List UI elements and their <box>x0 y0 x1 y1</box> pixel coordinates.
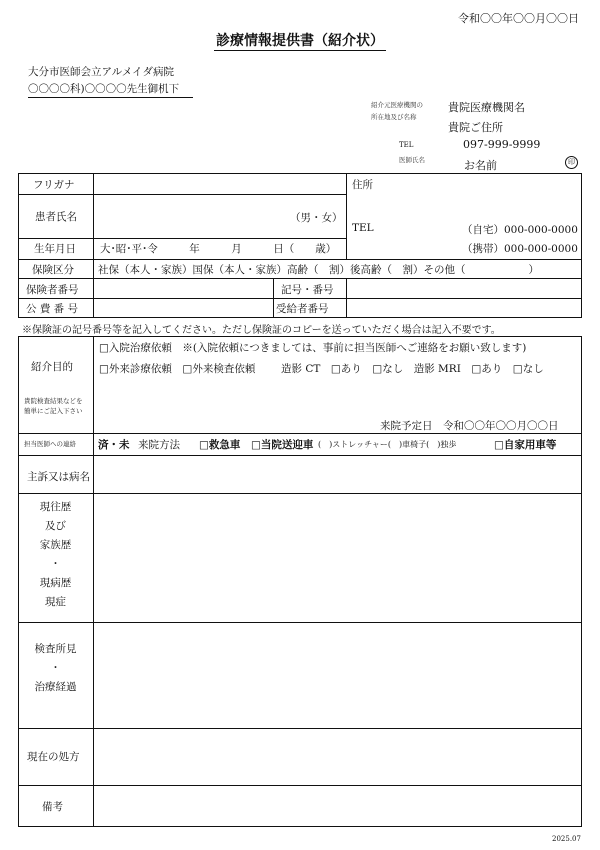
purpose-sublabel-2: 簡単にご記入下さい <box>24 407 83 415</box>
tel-home[interactable]: （自宅）000-000-0000 <box>462 224 578 236</box>
dob-field[interactable]: 大･昭･平･令 年 月 日（ 歳） <box>100 243 337 255</box>
recipient-no-label: 受給者番号 <box>276 303 329 315</box>
prescription-label: 現在の処方 <box>27 751 80 763</box>
symbol-no-label: 記号・番号 <box>281 284 334 296</box>
purpose-sublabel-1: 貴院検査結果などを <box>24 397 83 405</box>
seal-icon: 印 <box>565 156 578 169</box>
sender-label-line2: 所在地及び名称 <box>371 113 417 121</box>
remarks-input[interactable] <box>94 786 581 826</box>
history-label: 現往歴 及び 家族歴 ・ 現病歴 現症 <box>39 501 72 608</box>
contact-label: 担当医師への連絡 <box>24 440 76 448</box>
purpose-line-1[interactable]: □入院治療依頼 ※(入院依頼につきましては、事前に担当医師へご連絡をお願い致します) <box>99 342 527 354</box>
history-input[interactable] <box>94 494 581 622</box>
public-no-label: 公 費 番 号 <box>26 303 79 315</box>
method-label: 来院方法 <box>138 439 180 451</box>
chief-complaint-label: 主訴又は病名 <box>27 471 90 483</box>
sender-doctor-label: 医師氏名 <box>399 156 425 164</box>
purpose-line-2a[interactable]: □外来診療依頼 □外来検査依頼 <box>99 363 256 375</box>
sender-tel-label: TEL <box>399 141 414 149</box>
sender-tel[interactable]: 097-999-9999 <box>463 138 541 151</box>
sender-doctor[interactable]: お名前 <box>464 159 497 172</box>
sender-label-line1: 紹介元医療機関の <box>371 101 423 109</box>
document-title: 診療情報提供書（紹介状） <box>216 33 384 49</box>
insurance-note: ※保険証の記号番号等を記入してください。ただし保険証のコピーを送っていただく場合は記入不要です。 <box>22 325 501 336</box>
insurance-type-label: 保険区分 <box>32 264 74 276</box>
sender-address[interactable]: 貴院ご住所 <box>448 121 503 134</box>
purpose-label: 紹介目的 <box>31 361 73 373</box>
prescription-input[interactable] <box>94 729 581 785</box>
form-version: 2025.07 <box>552 835 581 843</box>
address-label: 住所 <box>352 179 373 191</box>
remarks-label: 備考 <box>42 801 63 813</box>
sex-selector[interactable]: （男・女） <box>290 212 343 224</box>
exam-input[interactable] <box>94 623 581 728</box>
patient-tel-label: TEL <box>352 222 374 234</box>
recipient-doctor: 〇〇〇〇科)〇〇〇〇先生御机下 <box>28 81 193 98</box>
transport-options[interactable]: ( )ストレッチャー( )車椅子( )独歩 <box>318 440 457 449</box>
tel-mobile[interactable]: （携帯）000-000-0000 <box>462 243 578 255</box>
contact-status[interactable]: 済・未 <box>98 439 130 451</box>
hospital-car-checkbox[interactable]: □当院送迎車 <box>251 439 314 451</box>
sender-name[interactable]: 貴院医療機関名 <box>448 101 525 114</box>
purpose-line-2b[interactable]: 造影 CT □あり □なし 造影 MRI □あり □なし <box>281 363 544 375</box>
furigana-label: フリガナ <box>33 179 75 191</box>
visit-date[interactable]: 来院予定日 令和〇〇年〇〇月〇〇日 <box>380 420 559 432</box>
own-car-checkbox[interactable]: □自家用車等 <box>494 439 557 451</box>
patient-name-label: 患者氏名 <box>35 211 77 223</box>
exam-label: 検査所見 ・ 治療経過 <box>34 643 77 693</box>
insurance-type-options[interactable]: 社保（本人・家族）国保（本人・家族）高齢（ 割）後高齢（ 割）その他（ ） <box>98 264 539 276</box>
dob-label: 生年月日 <box>34 243 76 255</box>
insurer-no-label: 保険者番号 <box>26 284 79 296</box>
recipient-hospital: 大分市医師会立アルメイダ病院 <box>28 66 175 78</box>
ambulance-checkbox[interactable]: □救急車 <box>199 439 241 451</box>
chief-complaint-input[interactable] <box>94 456 581 493</box>
document-date: 令和〇〇年〇〇月〇〇日 <box>458 12 579 25</box>
